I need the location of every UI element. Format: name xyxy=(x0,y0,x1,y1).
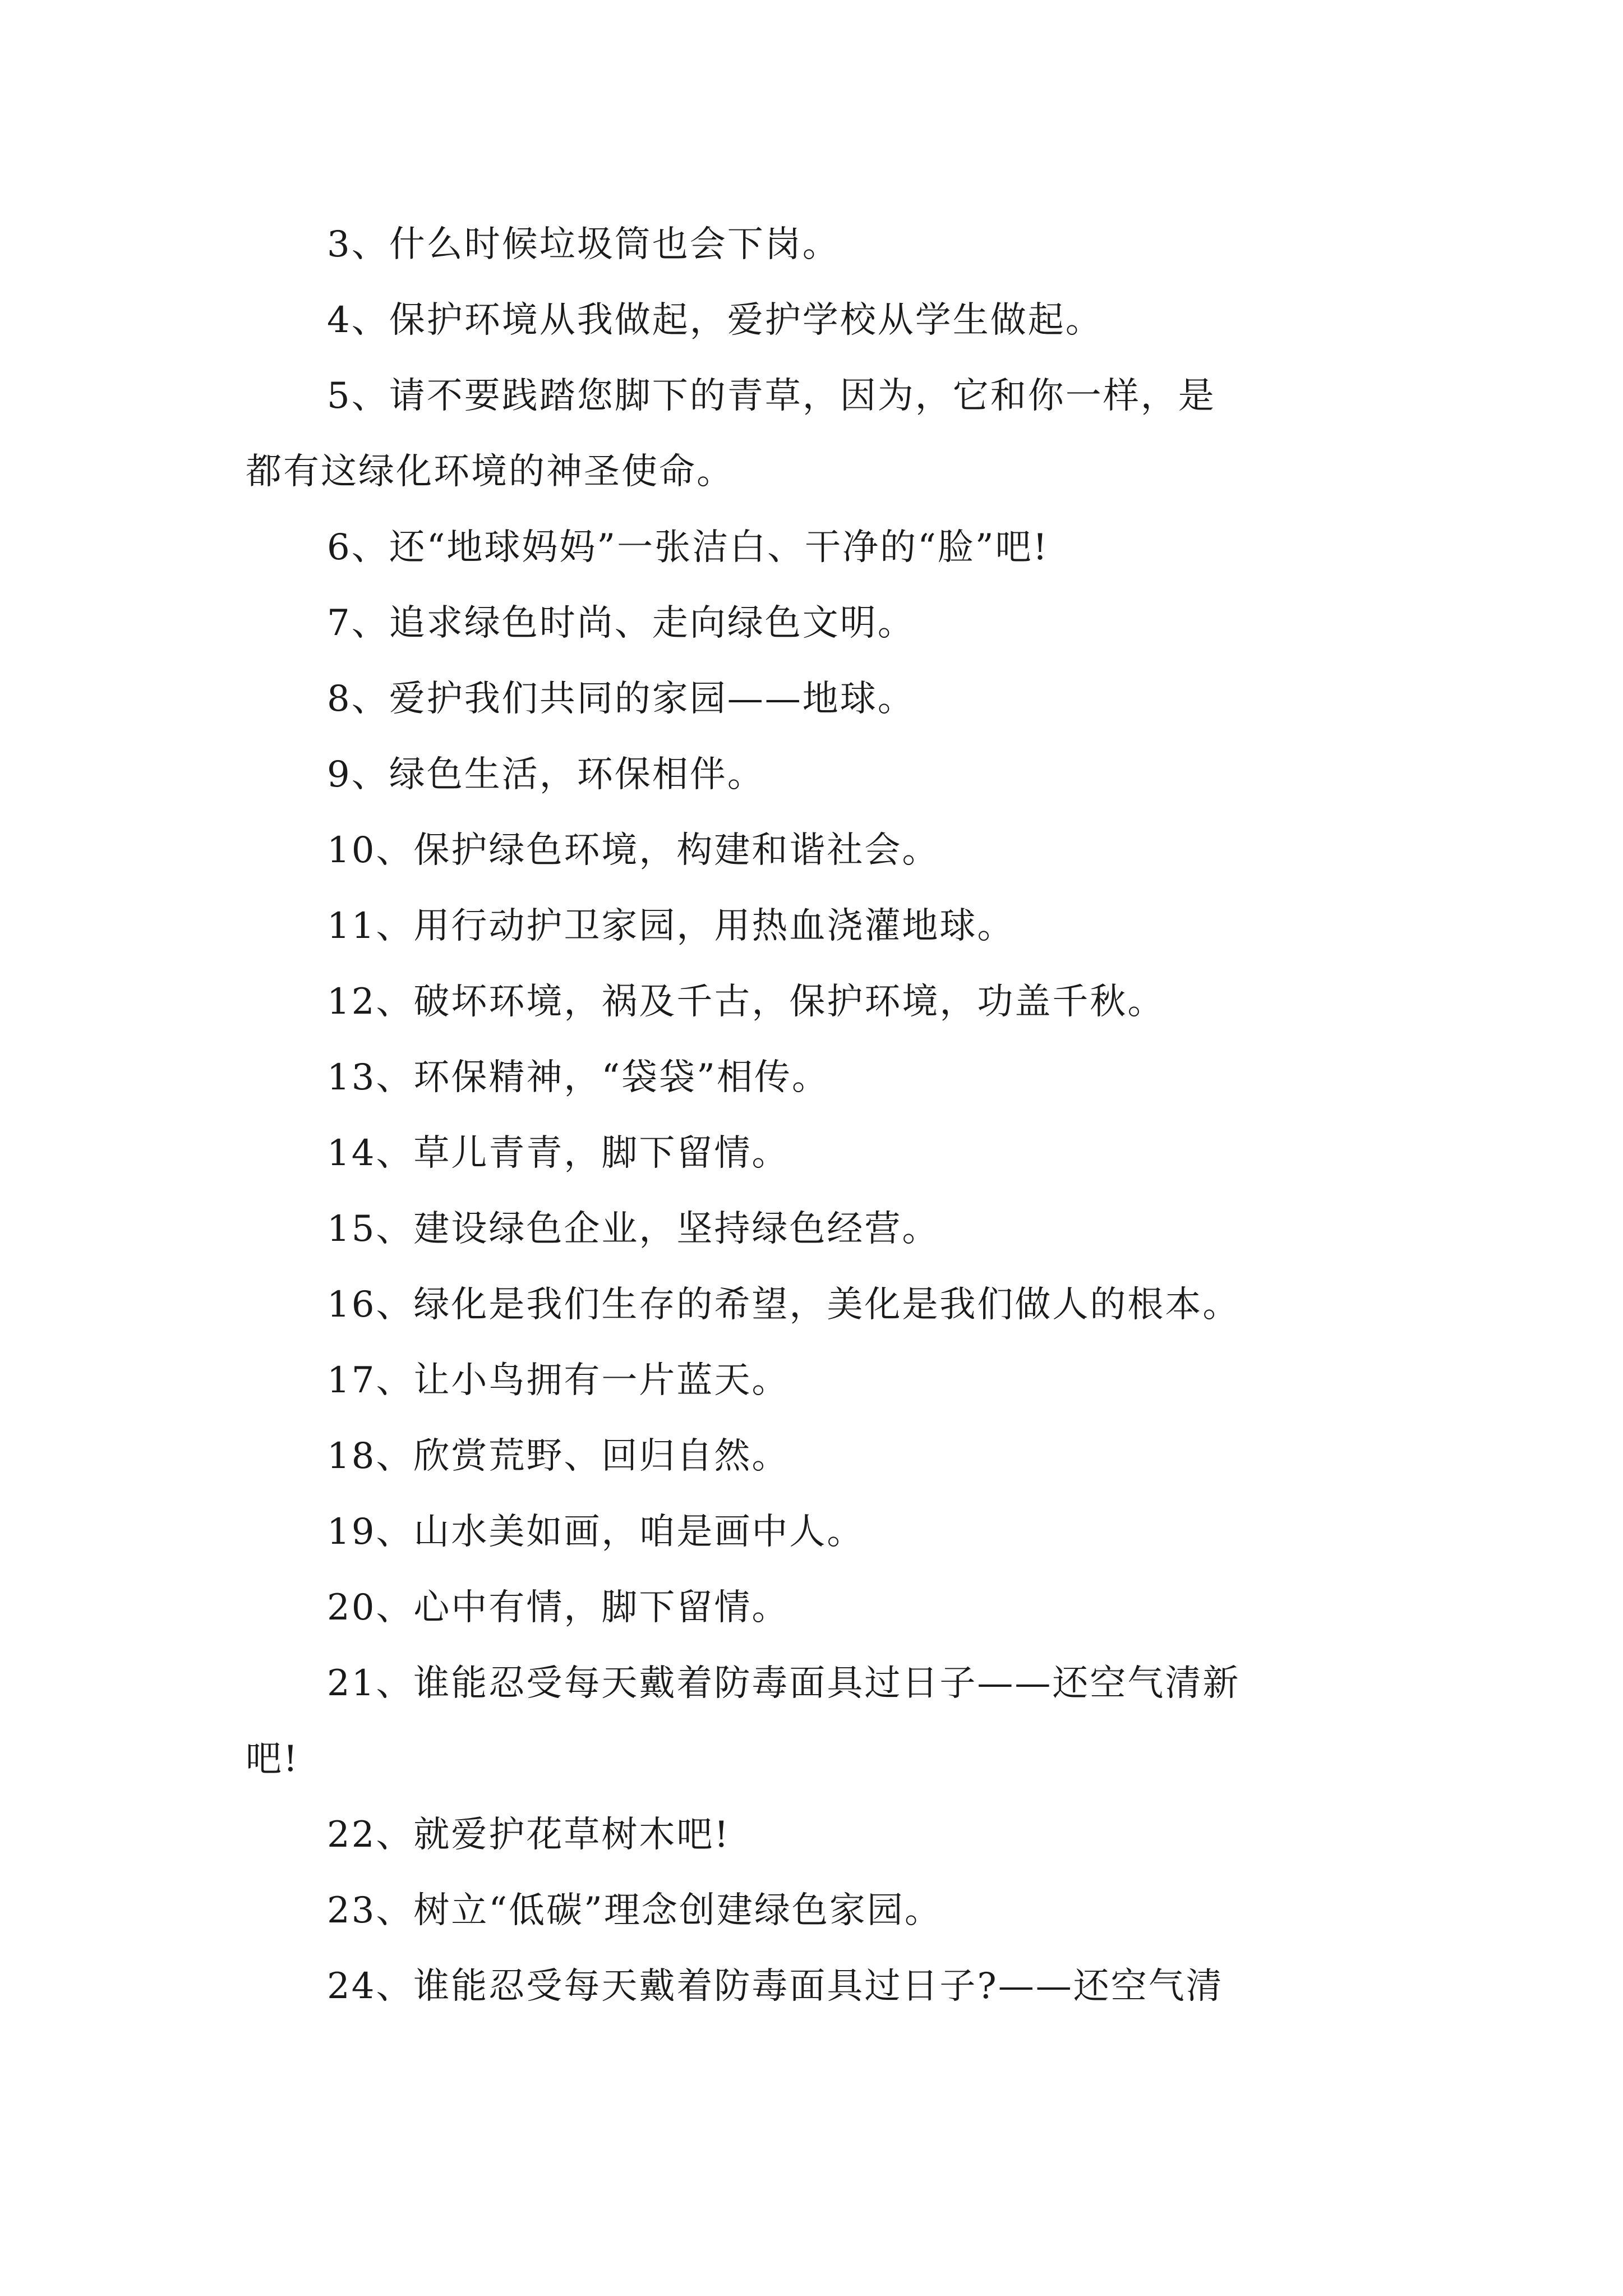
text-line: 21、谁能忍受每天戴着防毒面具过日子——还空气清新 xyxy=(327,1663,1241,1704)
text-line: 23、树立“低碳”理念创建绿色家园。 xyxy=(327,1890,942,1931)
text-line: 22、就爱护花草树木吧! xyxy=(327,1814,731,1856)
text-line: 3、什么时候垃圾筒也会下岗。 xyxy=(327,224,840,265)
text-line: 20、心中有情，脚下留情。 xyxy=(327,1587,790,1628)
text-line: 8、爱护我们共同的家园——地球。 xyxy=(327,678,915,720)
text-line: 15、建设绿色企业，坚持绿色经营。 xyxy=(327,1208,940,1250)
text-line: 9、绿色生活，环保相伴。 xyxy=(327,754,765,795)
text-line: 6、还“地球妈妈”一张洁白、干净的“脸”吧! xyxy=(327,527,1049,568)
text-line: 13、环保精神，“袋袋”相传。 xyxy=(327,1057,829,1098)
text-line: 24、谁能忍受每天戴着防毒面具过日子?——还空气清 xyxy=(327,1966,1224,2007)
text-line: 19、山水美如画，咱是画中人。 xyxy=(327,1511,865,1553)
text-line: 吧! xyxy=(246,1738,299,1780)
text-line: 12、破坏环境，祸及千古，保护环境，功盖千秋。 xyxy=(327,981,1165,1023)
text-line: 7、追求绿色时尚、走向绿色文明。 xyxy=(327,602,915,644)
text-line: 4、保护环境从我做起，爱护学校从学生做起。 xyxy=(327,300,1103,341)
text-line: 14、草儿青青，脚下留情。 xyxy=(327,1133,790,1174)
text-line: 10、保护绿色环境，构建和谐社会。 xyxy=(327,830,940,871)
text-line: 17、让小鸟拥有一片蓝天。 xyxy=(327,1360,790,1401)
text-line: 16、绿化是我们生存的希望，美化是我们做人的根本。 xyxy=(327,1284,1241,1326)
text-line: 11、用行动护卫家园，用热血浇灌地球。 xyxy=(327,905,1015,947)
text-line: 18、欣赏荒野、回归自然。 xyxy=(327,1435,790,1477)
text-line: 5、请不要践踏您脚下的青草，因为，它和你一样，是 xyxy=(327,375,1216,417)
text-line: 都有这绿化环境的神圣使命。 xyxy=(246,451,734,493)
